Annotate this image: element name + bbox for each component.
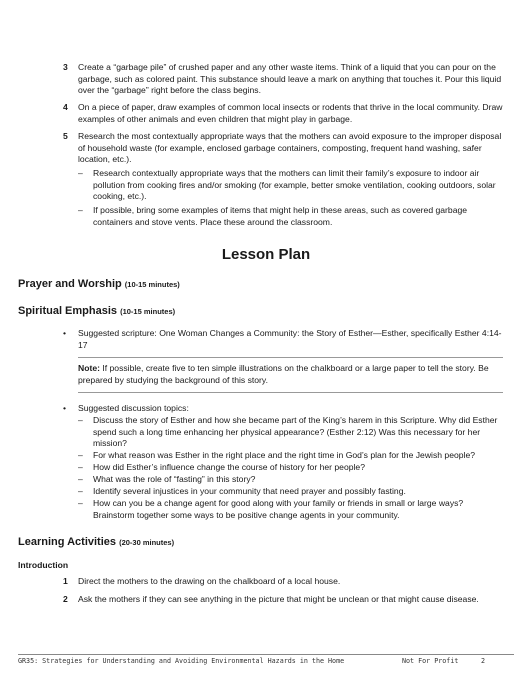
- heading-text: Learning Activities: [18, 536, 117, 548]
- dash-marker: –: [78, 486, 83, 496]
- note-box: [78, 363, 503, 386]
- heading-time: (20-30 minutes): [119, 538, 175, 547]
- sub-item-text: If possible, bring some examples of items that might help in these areas, such as covered garbage containers and stove vents. Place these around the classroom.: [93, 205, 468, 227]
- dash-marker: –: [78, 450, 83, 460]
- dash-marker: –: [78, 474, 83, 484]
- prayer-worship-heading: [18, 277, 180, 292]
- discussion-text: Discuss the story of Esther and how she became part of the King’s harem in this Scripture. Why did Esther spend such a long time enhancing her physical appearance? (Esther 2:12) Was this necessary for her mission?: [93, 415, 498, 449]
- item-text: Ask the mothers if they can see anything in the picture that might be unclean or that might cause disease.: [78, 594, 479, 604]
- discussion-item: [78, 462, 503, 474]
- item-text: On a piece of paper, draw examples of common local insects or rodents that thrive in the local community. Draw examples of other animals and even children that might play in garbage.: [78, 102, 503, 124]
- discussion-text: How did Esther’s influence change the course of history for her people?: [93, 462, 365, 472]
- footer-course-title: GR35: Strategies for Understanding and Avoiding Environmental Hazards in the Home: [18, 657, 345, 665]
- discussion-bullet: [63, 403, 503, 415]
- footer-not-for-profit: Not For Profit: [402, 657, 459, 665]
- discussion-item: [78, 474, 503, 486]
- prep-item-4: [63, 102, 503, 125]
- item-number: 1: [63, 576, 68, 586]
- discussion-label: Suggested discussion topics:: [78, 403, 189, 413]
- discussion-text: How can you be a change agent for good along with your family or friends in small or large ways? Brainstorm together some ways to be positive change agents in your community.: [93, 498, 464, 520]
- spiritual-emphasis-heading: [18, 304, 175, 319]
- note-rule-top: [78, 357, 503, 358]
- dash-marker: –: [78, 462, 83, 472]
- sub-item-text: Research contextually appropriate ways that the mothers can limit their family’s exposure to indoor air pollution from cooking fires and/or smoking (for example, better smoke ventilation, cooking outdoors, solar cooking, etc.).: [93, 168, 496, 202]
- bullet-marker: •: [63, 403, 67, 413]
- discussion-item: [78, 486, 503, 498]
- discussion-text: What was the role of “fasting” in this story?: [93, 474, 256, 484]
- dash-marker: –: [78, 498, 83, 508]
- item-text: Research the most contextually appropriate ways that the mothers can avoid exposure to the improper disposal of household waste (for example, enclosed garbage containers, composting, frequent hand washing, safer location, etc.).: [78, 131, 502, 165]
- discussion-item: [78, 415, 503, 450]
- prep-item-3: [63, 62, 503, 97]
- intro-item-2: [63, 594, 503, 606]
- learning-activities-heading: [18, 535, 174, 550]
- note-rule-bottom: [78, 392, 503, 393]
- item-text: Create a “garbage pile” of crushed paper and any other waste items. Think of a liquid that you can pour on the garbage, such as colored paint. This substance should leave a mark on anything that touches it. Pour this liquid over the “garbage” right before the class begins.: [78, 62, 502, 96]
- note-text: If possible, create five to ten simple illustrations on the chalkboard or a large paper to tell the story. Be prepared by studying the background of this story.: [78, 363, 489, 385]
- prep-item-5: [63, 131, 503, 166]
- dash-marker: –: [78, 415, 83, 425]
- item-number: 3: [63, 62, 68, 72]
- prep-sub-item: [78, 205, 503, 228]
- intro-item-1: [63, 576, 503, 588]
- footer-rule: [18, 654, 514, 655]
- dash-marker: –: [78, 168, 83, 178]
- heading-text: Spiritual Emphasis: [18, 305, 118, 317]
- discussion-item: [78, 450, 503, 462]
- discussion-text: Identify several injustices in your community that need prayer and possibly fasting.: [93, 486, 406, 496]
- heading-text: Prayer and Worship: [18, 278, 122, 290]
- note-label: Note:: [78, 363, 100, 373]
- bullet-marker: •: [63, 328, 67, 338]
- scripture-text: Suggested scripture: One Woman Changes a Community: the Story of Esther—Esther, specifically Esther 4:14-17: [78, 328, 502, 350]
- item-text: Direct the mothers to the drawing on the chalkboard of a local house.: [78, 576, 341, 586]
- item-number: 5: [63, 131, 68, 141]
- page-number: 2: [481, 657, 486, 665]
- prep-sub-item: [78, 168, 503, 203]
- heading-time: (10-15 minutes): [120, 307, 176, 316]
- item-number: 2: [63, 594, 68, 604]
- introduction-label: Introduction: [18, 560, 69, 570]
- lesson-plan-title: Lesson Plan: [221, 246, 311, 263]
- scripture-bullet: [63, 328, 503, 351]
- dash-marker: –: [78, 205, 83, 215]
- discussion-item: [78, 498, 503, 521]
- heading-time: (10-15 minutes): [124, 280, 180, 289]
- item-number: 4: [63, 102, 68, 112]
- discussion-text: For what reason was Esther in the right place and the right time in God’s plan for the Jewish people?: [93, 450, 475, 460]
